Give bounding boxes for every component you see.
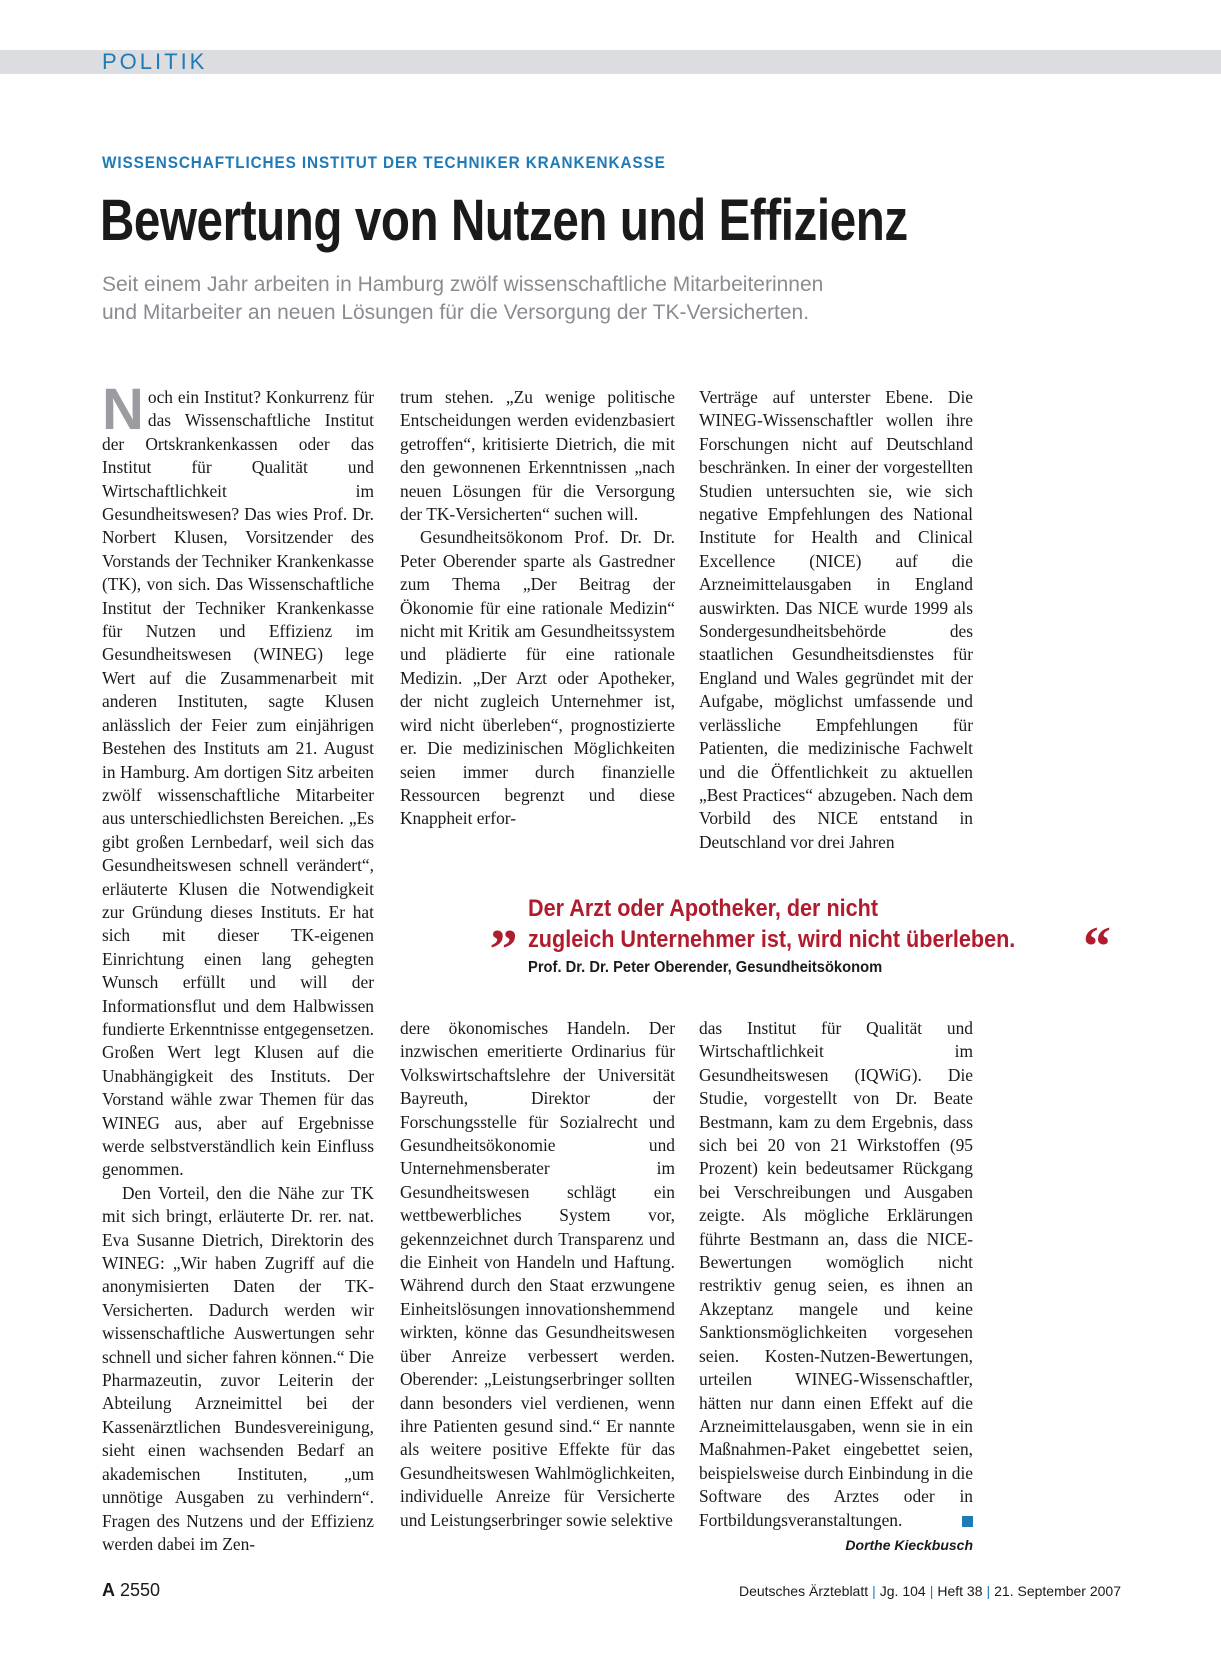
article-subtitle: Seit einem Jahr arbeiten in Hamburg zwölf wissenschaftliche Mitarbeiterinnen und Mitarbeiter an neuen Lösungen für die Versorgung der TK-Versicherten. — [102, 273, 824, 324]
journal-date: 21. September 2007 — [994, 1583, 1121, 1599]
article-kicker: WISSENSCHAFTLICHES INSTITUT DER TECHNIKER KRANKENKASSE — [102, 153, 666, 172]
journal-issue: Heft 38 — [937, 1583, 983, 1599]
paragraph: dere ökonomisches Handeln. Der inzwischen emeritierte Ordinarius für Volkswirtschaftslehre der Universität Bayreuth, Direktor der Forschungsstelle für Sozialrecht und Gesundheitsökonomie und Unternehmensberater im Gesundheitswesen schlägt ein wettbewerbliches System vor, gekennzeichnet durch Transparenz und die Einheit von Handeln und Haftung. Während durch den Staat erzwungene Einheitslösungen innovationshemmend wirkten, könne das Gesundheitswesen über Anreize verbessert werden. Oberender: „Leistungserbringer sollten dann besonders viel verdienen, wenn ihre Patienten gesund sind.“ Er nannte als weitere positive Effekte für das Gesundheitswesen Wahlmöglichkeiten, individuelle Anreize für Versicherte und Leistungserbringer sowie selektive — [400, 1018, 675, 1530]
article-author: Dorthe Kieckbusch — [845, 1537, 973, 1553]
quote-close-mark: “ — [1083, 916, 1111, 978]
quote-attribution: Prof. Dr. Dr. Peter Oberender, Gesundheitsökonom — [528, 959, 883, 976]
article-title: Bewertung von Nutzen und Effizienz — [100, 188, 908, 253]
column-3-bottom — [699, 1017, 973, 1532]
separator: | — [872, 1583, 876, 1599]
journal-volume: Jg. 104 — [879, 1583, 926, 1599]
column-2-bottom — [400, 1017, 675, 1532]
paragraph-text: och ein Institut? Konkurrenz für das Wissenschaftliche Institut der Ortskrankenkassen oder das Institut für Qualität und Wirtschaftlichkeit im Gesundheitswesen? Das wies Prof. Dr. Norbert Klusen, Vorsitzender des Vorstands der Techniker Krankenkasse (TK), von sich. Das Wissenschaftliche Institut der Techniker Krankenkasse für Nutzen und Effizienz im Gesundheitswesen (WINEG) lege Wert auf die Zusammenarbeit mit anderen Instituten, sagte Klusen anlässlich der Feier zum einjährigen Bestehen des Instituts am 21. August in Hamburg. Am dortigen Sitz arbeiten zwölf wissenschaftliche Mitarbeiter aus unterschiedlichsten Bereichen. „Es gibt großen Lernbedarf, weil sich das Gesundheitswesen schnell verändert“, erläuterte Klusen die Notwendigkeit zur Gründung dieses Instituts. Er hat sich mit dieser TK-eigenen Einrichtung einen lang gehegten Wunsch erfüllt und will der Informationsflut und dem Halbwissen fundierte Erkenntnisse entgegensetzen. Großen Wert legt Klusen auf die Unabhängigkeit des Instituts. Der Vorstand wähle zwar Themen für das WINEG aus, aber auf Ergebnisse werde selbstverständlich kein Einfluss genommen. — [102, 387, 374, 1180]
paragraph — [699, 1017, 973, 1532]
column-1 — [102, 377, 374, 1556]
journal-info — [739, 1583, 1121, 1599]
column-3-top — [699, 386, 973, 854]
paragraph: trum stehen. „Zu wenige politische Entscheidungen werden evidenzbasiert getroffen“, kritisierte Dietrich, die mit den gewonnenen Erkenntnissen „nach neuen Lösungen für die Versorgung der TK-Versicherten“ suchen will. — [400, 387, 675, 525]
end-of-article-square-icon — [962, 1516, 973, 1527]
quote-text: Der Arzt oder Apotheker, der nicht zugleich Unternehmer ist, wird nicht überleben. — [528, 895, 1016, 953]
drop-cap: N — [102, 377, 144, 442]
paragraph: Gesundheitsökonom Prof. Dr. Dr. Peter Oberender sparte als Gastredner zum Thema „Der Beitrag der Ökonomie für eine rationale Medizin“ nicht mit Kritik am Gesundheitssystem und plädierte für eine rationale Medizin. „Der Arzt oder Apotheker, der nicht zugleich Unternehmer ist, wird nicht überleben“, prognostizierte er. Die medizinischen Möglichkeiten seien immer durch finanzielle Ressourcen begrenzt und diese Knappheit erfor- — [400, 527, 675, 829]
separator: | — [929, 1583, 934, 1599]
paragraph: Verträge auf unterster Ebene. Die WINEG-Wissenschaftler wollen ihre Forschungen nicht auf Deutschland beschränken. In einer der vorgestellten Studien untersuchten sie, wie sich negative Empfehlungen des National Institute for Health and Clinical Excellence (NICE) auf die Arzneimittelausgaben in England auswirkten. Das NICE wurde 1999 als Sondergesundheitsbehörde des staatlichen Gesundheitsdienstes für England und Wales gegründet mit der Aufgabe, möglichst umfassende und verlässliche Empfehlungen für Patienten, die medizinische Fachwelt und die Öffentlichkeit zu aktuellen „Best Practices“ abzugeben. Nach dem Vorbild des NICE entstand in Deutschland vor drei Jahren — [699, 387, 973, 852]
quote-open-mark: „ — [490, 890, 518, 952]
paragraph — [102, 377, 374, 1182]
page-prefix: A — [102, 1580, 115, 1600]
journal-name: Deutsches Ärzteblatt — [738, 1583, 869, 1599]
paragraph-text: das Institut für Qualität und Wirtschaftlichkeit im Gesundheitswesen (IQWiG). Die Studie, vorgestellt von Dr. Beate Bestmann, kam zu dem Ergebnis, dass sich bei 20 von 21 Wirkstoffen (95 Prozent) kein bedeutsamer Rückgang bei Verschreibungen und Ausgaben zeigte. Als mögliche Erklärungen führte Bestmann an, dass die NICE-Bewertungen womöglich nicht restriktiv genug seien, es ihnen an Akzeptanz mangele und keine Sanktionsmöglichkeiten vorgesehen seien. Kosten-Nutzen-Bewertungen, urteilen WINEG-Wissenschaftler, hätten nur dann einen Effekt auf die Arzneimittelausgaben, wenn sie in ein Maßnahmen-Paket eingebettet seien, beispielsweise durch Einbindung in die Software des Arztes oder in Fortbildungsveranstaltungen. — [699, 1018, 973, 1530]
section-label: POLITIK — [102, 49, 208, 74]
page-number-value: 2550 — [120, 1580, 161, 1600]
page-number — [102, 1580, 160, 1601]
separator: | — [986, 1583, 991, 1599]
paragraph: Den Vorteil, den die Nähe zur TK mit sich bringt, erläuterte Dr. rer. nat. Eva Susanne Dietrich, Direktorin des WINEG: „Wir haben Zugriff auf die anonymisierten Daten der TK-Versicherten. Dadurch werden wir wissenschaftliche Auswertungen sehr schnell und sicher fahren können.“ Die Pharmazeutin, zuvor Leiterin der Abteilung Arzneimittel bei der Kassenärztlichen Bundesvereinigung, sieht einen wachsenden Bedarf an akademischen Instituten, „um unnötige Ausgaben zu verhindern“. Fragen des Nutzens und der Effizienz werden dabei im Zen- — [102, 1182, 374, 1554]
column-2-top — [400, 386, 675, 831]
